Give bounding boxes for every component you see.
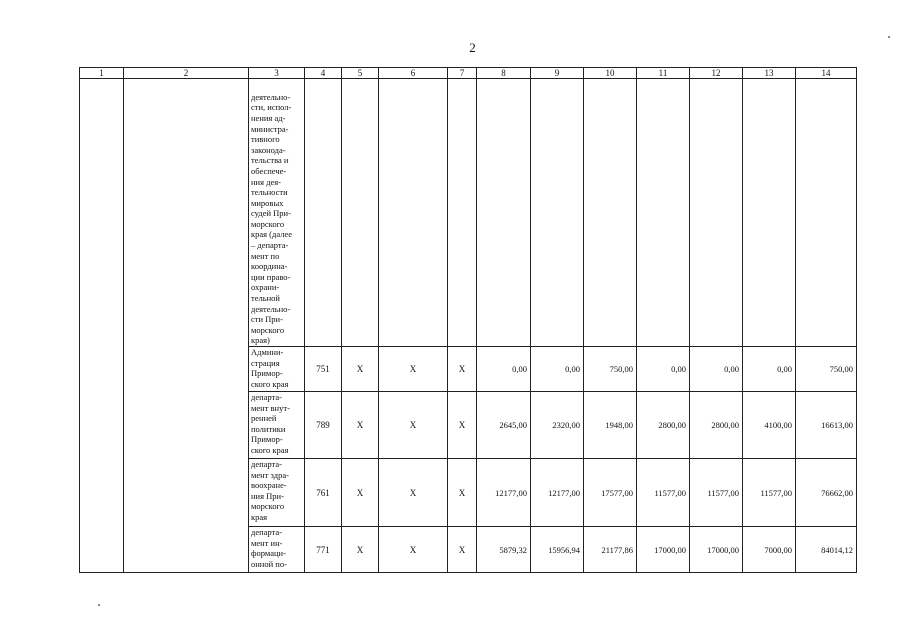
value-cell: 4100,00 xyxy=(743,392,796,459)
x-cell: X xyxy=(342,527,379,573)
value-cell: 11577,00 xyxy=(743,459,796,527)
column-header: 6 xyxy=(379,68,448,79)
blank-cell xyxy=(448,79,477,347)
column-header: 11 xyxy=(637,68,690,79)
blank-cell xyxy=(124,79,249,573)
continued-name-cell: деятельно- сти, испол- нения ад- министра- тивного законода- тельства и обеспече- ния дея- тельности мировых судей При- морского края (далее – департа- мент по координа- ции право- охрани- тельной деятельно- сти При- морского края) xyxy=(249,79,305,347)
total-cell: 750,00 xyxy=(796,347,857,392)
value-cell: 0,00 xyxy=(531,347,584,392)
blank-cell xyxy=(637,79,690,347)
value-cell: 0,00 xyxy=(743,347,796,392)
blank-cell xyxy=(690,79,743,347)
column-header: 4 xyxy=(305,68,342,79)
agency-name-cell: Админи- страция Примор- ского края xyxy=(249,347,305,392)
budget-table xyxy=(79,67,857,573)
value-cell: 17577,00 xyxy=(584,459,637,527)
column-header: 2 xyxy=(124,68,249,79)
blank-cell xyxy=(80,79,124,573)
value-cell: 2320,00 xyxy=(531,392,584,459)
x-cell: X xyxy=(448,347,477,392)
column-header: 14 xyxy=(796,68,857,79)
column-header: 5 xyxy=(342,68,379,79)
blank-cell xyxy=(305,79,342,347)
value-cell: 15956,94 xyxy=(531,527,584,573)
blank-cell xyxy=(342,79,379,347)
x-cell: X xyxy=(448,392,477,459)
value-cell: 0,00 xyxy=(637,347,690,392)
blank-cell xyxy=(743,79,796,347)
x-cell: X xyxy=(448,459,477,527)
column-header: 3 xyxy=(249,68,305,79)
value-cell: 11577,00 xyxy=(637,459,690,527)
table-row xyxy=(80,79,857,347)
column-header: 7 xyxy=(448,68,477,79)
value-cell: 7000,00 xyxy=(743,527,796,573)
value-cell: 2800,00 xyxy=(637,392,690,459)
code-cell: 761 xyxy=(305,459,342,527)
x-cell: X xyxy=(342,347,379,392)
value-cell: 17000,00 xyxy=(637,527,690,573)
x-cell: X xyxy=(342,459,379,527)
page-number: 2 xyxy=(469,40,476,55)
value-cell: 2645,00 xyxy=(477,392,531,459)
column-header: 1 xyxy=(80,68,124,79)
x-cell: X xyxy=(379,527,448,573)
blank-cell xyxy=(796,79,857,347)
total-cell: 84014,12 xyxy=(796,527,857,573)
x-cell: X xyxy=(379,392,448,459)
blank-cell xyxy=(379,79,448,347)
column-number-row xyxy=(80,68,857,79)
code-cell: 771 xyxy=(305,527,342,573)
blank-cell xyxy=(477,79,531,347)
agency-name-cell: департа- мент внут- ренней политики Примор- ского края xyxy=(249,392,305,459)
code-cell: 789 xyxy=(305,392,342,459)
x-cell: X xyxy=(448,527,477,573)
x-cell: X xyxy=(342,392,379,459)
column-header: 12 xyxy=(690,68,743,79)
column-header: 13 xyxy=(743,68,796,79)
value-cell: 21177,86 xyxy=(584,527,637,573)
value-cell: 0,00 xyxy=(477,347,531,392)
blank-cell xyxy=(584,79,637,347)
value-cell: 12177,00 xyxy=(477,459,531,527)
column-header: 9 xyxy=(531,68,584,79)
total-cell: 76662,00 xyxy=(796,459,857,527)
value-cell: 0,00 xyxy=(690,347,743,392)
x-cell: X xyxy=(379,459,448,527)
scan-speck xyxy=(98,604,100,606)
x-cell: X xyxy=(379,347,448,392)
column-header: 8 xyxy=(477,68,531,79)
value-cell: 2800,00 xyxy=(690,392,743,459)
code-cell: 751 xyxy=(305,347,342,392)
agency-name-cell: департа- мент ин- формаци- онной по- xyxy=(249,527,305,573)
value-cell: 12177,00 xyxy=(531,459,584,527)
value-cell: 17000,00 xyxy=(690,527,743,573)
value-cell: 5879,32 xyxy=(477,527,531,573)
blank-cell xyxy=(531,79,584,347)
column-header: 10 xyxy=(584,68,637,79)
agency-name-cell: департа- мент здра- воохране- ния При- морского края xyxy=(249,459,305,527)
value-cell: 1948,00 xyxy=(584,392,637,459)
value-cell: 11577,00 xyxy=(690,459,743,527)
total-cell: 16613,00 xyxy=(796,392,857,459)
scan-speck xyxy=(888,36,890,38)
value-cell: 750,00 xyxy=(584,347,637,392)
